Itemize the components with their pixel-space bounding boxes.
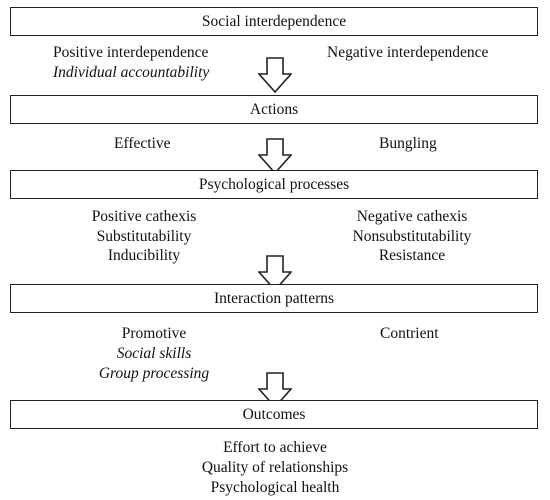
label-quality-of-relationships: Quality of relationships: [201, 459, 349, 476]
box-psychological-processes: [10, 170, 538, 199]
label-negative-cathexis: Negative cathexis: [356, 208, 468, 225]
label-contrient: Contrient: [380, 325, 439, 342]
label-group-processing: Group processing: [98, 365, 210, 382]
box-actions: [10, 95, 538, 124]
down-arrow-icon: [258, 138, 292, 174]
box-outcomes: [10, 400, 538, 429]
label-negative-interdependence: Negative interdependence: [327, 44, 489, 61]
label-effective: Effective: [114, 135, 171, 152]
box-title: Social interdependence: [201, 12, 347, 30]
label-effort-to-achieve: Effort to achieve: [223, 439, 327, 456]
label-resistance: Resistance: [378, 247, 446, 264]
box-title: Outcomes: [242, 405, 306, 423]
label-psychological-health: Psychological health: [210, 479, 340, 496]
label-positive-cathexis: Positive cathexis: [91, 208, 197, 225]
label-social-skills: Social skills: [116, 345, 192, 362]
down-arrow-icon: [258, 57, 292, 93]
label-inducibility: Inducibility: [107, 247, 181, 264]
label-promotive: Promotive: [121, 325, 187, 342]
label-bungling: Bungling: [379, 135, 437, 152]
box-title: Interaction patterns: [213, 289, 335, 307]
box-social-interdependence: [10, 7, 538, 36]
box-interaction-patterns: [10, 284, 538, 313]
label-positive-interdependence: Positive interdependence: [53, 44, 209, 61]
box-title: Actions: [249, 100, 299, 118]
label-nonsubstitutability: Nonsubstitutability: [352, 228, 472, 245]
box-title: Psychological processes: [198, 175, 350, 193]
label-individual-accountability: Individual accountability: [53, 64, 210, 81]
label-substitutability: Substitutability: [96, 228, 192, 245]
